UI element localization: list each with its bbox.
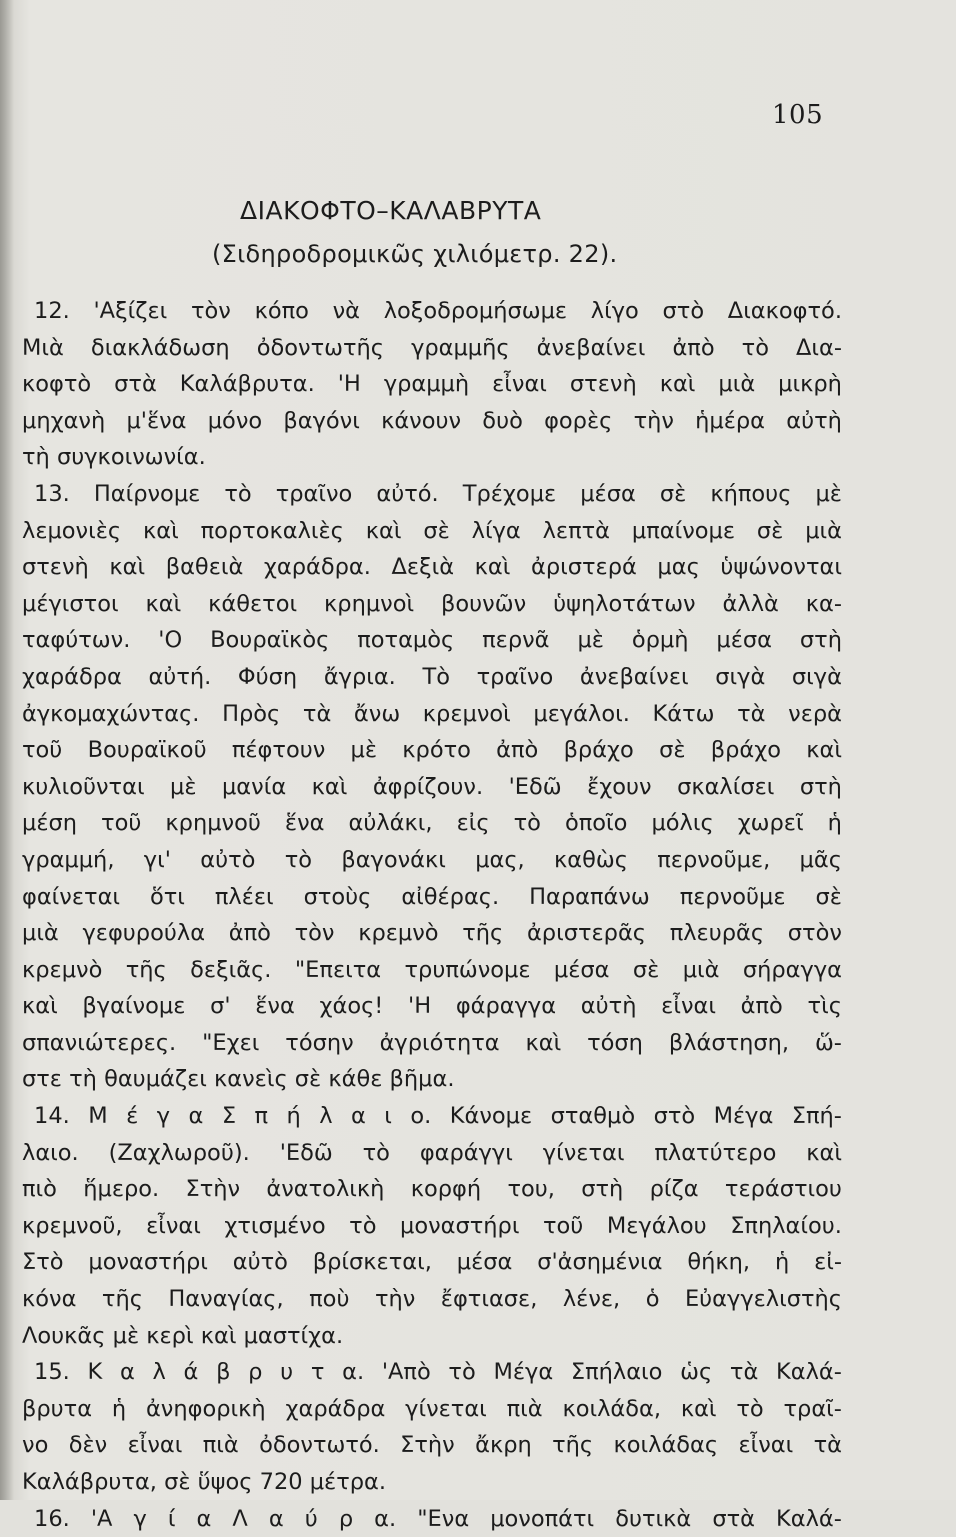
text-line: ταφύτων. 'Ο Βουραϊκὸς ποταμὸς περνᾶ μὲ ὁρμὴ μέσα στὴ xyxy=(22,627,842,654)
text-line: κόνα τῆς Παναγίας, ποὺ τὴν ἔφτιασε, λένε, ὁ Εὐαγγελιστὴς xyxy=(22,1286,842,1313)
text-line: 15. Κ α λ ά β ρ υ τ α. 'Απὸ τὸ Μέγα Σπήλαιο ὡς τὰ Καλά- xyxy=(34,1359,842,1386)
text-line: βρυτα ἡ ἀνηφορικὴ χαράδρα γίνεται πιὰ κοιλάδα, καὶ τὸ τραῖ- xyxy=(22,1395,842,1422)
text-line: καὶ βγαίνομε σ' ἕνα χάος! 'Η φάραγγα αὐτὴ εἶναι ἀπὸ τὶς xyxy=(22,993,842,1020)
text-line: μιὰ γεφυρούλα ἀπὸ τὸν κρεμνὸ τῆς ἀριστερᾶς πλευρᾶς στὸν xyxy=(22,920,842,947)
body-text xyxy=(22,293,842,1537)
text-line: κοφτὸ στὰ Καλάβρυτα. 'Η γραμμὴ εἶναι στενὴ καὶ μιὰ μικρὴ xyxy=(22,371,842,398)
text-line: κρεμνοῦ, εἶναι χτισμένο τὸ μοναστήρι τοῦ Μεγάλου Σπηλαίου. xyxy=(22,1212,842,1239)
text-line: τὴ συγκοινωνία. xyxy=(22,444,206,471)
text-line: πιὸ ἥμερο. Στὴν ἀνατολικὴ κορφή του, στὴ ρίζα τεράστιου xyxy=(22,1176,842,1203)
text-line: μηχανὴ μ'ἕνα μόνο βαγόνι κάνουν δυὸ φορὲς τὴν ἡμέρα αὐτὴ xyxy=(22,407,842,434)
text-line: λεμονιὲς καὶ πορτοκαλιὲς καὶ σὲ λίγα λεπτὰ μπαίνομε σὲ μιὰ xyxy=(22,517,842,544)
text-line: χαράδρα αὐτή. Φύση ἄγρια. Τὸ τραῖνο ἀνεβαίνει σιγὰ σιγὰ xyxy=(22,663,842,690)
text-line: νο δὲν εἶναι πιὰ ὀδοντωτό. Στὴν ἄκρη τῆς κοιλάδας εἶναι τὰ xyxy=(22,1432,842,1459)
text-line: Καλάβρυτα, σὲ ὕψος 720 μέτρα. xyxy=(22,1469,387,1495)
text-line: Μιὰ διακλάδωση ὀδοντωτῆς γραμμῆς ἀνεβαίνει ἀπὸ τὸ Δια- xyxy=(22,334,842,361)
text-line: 16. 'Α γ ί α Λ α ύ ρ α. "Ενα μονοπάτι δυτικὰ στὰ Καλά- xyxy=(34,1505,842,1532)
chapter-title: ΔΙΑΚΟΦΤΟ–ΚΑΛΑΒΡΥΤΑ xyxy=(240,196,542,225)
text-line: γραμμή, γι' αὐτὸ τὸ βαγονάκι μας, καθὼς περνοῦμε, μᾶς xyxy=(22,846,842,873)
text-line: μέση τοῦ κρημνοῦ ἕνα αὐλάκι, εἰς τὸ ὁποῖο μόλις χωρεῖ ἡ xyxy=(22,810,842,837)
text-line: κυλιοῦνται μὲ μανία καὶ ἀφρίζουν. 'Εδῶ ἔχουν σκαλίσει στὴ xyxy=(22,773,842,800)
text-line: Λουκᾶς μὲ κερὶ καὶ μαστίχα. xyxy=(22,1322,344,1349)
text-line: 14. Μ έ γ α Σ π ή λ α ι ο. Κάνομε σταθμὸ στὸ Μέγα Σπή- xyxy=(34,1103,842,1130)
text-line: κρεμνὸ τῆς δεξιᾶς. "Επειτα τρυπώνομε μέσα σὲ μιὰ σήραγγα xyxy=(22,956,842,983)
text-line: λαιο. (Ζαχλωροῦ). 'Εδῶ τὸ φαράγγι γίνεται πλατύτερο καὶ xyxy=(22,1139,842,1166)
binding-shadow xyxy=(0,0,14,1500)
text-line: στε τὴ θαυμάζει κανεὶς σὲ κάθε βῆμα. xyxy=(22,1066,455,1093)
text-line: στενὴ καὶ βαθειὰ χαράδρα. Δεξιὰ καὶ ἀριστερά μας ὑψώνονται xyxy=(22,554,842,581)
text-line: σπανιώτερες. "Εχει τόσην ἀγριότητα καὶ τόση βλάστηση, ὥ- xyxy=(22,1029,842,1056)
text-line: φαίνεται ὅτι πλέει στοὺς αἰθέρας. Παραπάνω περνοῦμε σὲ xyxy=(22,883,842,910)
text-line: 13. Παίρνομε τὸ τραῖνο αὐτό. Τρέχομε μέσα σὲ κήπους μὲ xyxy=(34,480,842,507)
text-line: ἀγκομαχώντας. Πρὸς τὰ ἄνω κρεμνοὶ μεγάλοι. Κάτω τὰ νερὰ xyxy=(22,700,842,727)
chapter-subtitle: (Σιδηροδρομικῶς χιλιόμετρ. 22). xyxy=(212,240,618,268)
text-line: τοῦ Βουραϊκοῦ πέφτουν μὲ κρότο ἀπὸ βράχο σὲ βράχο καὶ xyxy=(22,737,842,764)
text-line: Στὸ μοναστήρι αὐτὸ βρίσκεται, μέσα σ'ἀσημένια θήκη, ἡ εἰ- xyxy=(22,1249,842,1276)
text-line: μέγιστοι καὶ κάθετοι κρημνοὶ βουνῶν ὑψηλοτάτων ἀλλὰ κα- xyxy=(22,590,842,617)
page-number: 105 xyxy=(772,100,824,130)
text-line: 12. 'Αξίζει τὸν κόπο νὰ λοξοδρομήσωμε λίγο στὸ Διακοφτό. xyxy=(34,298,842,324)
